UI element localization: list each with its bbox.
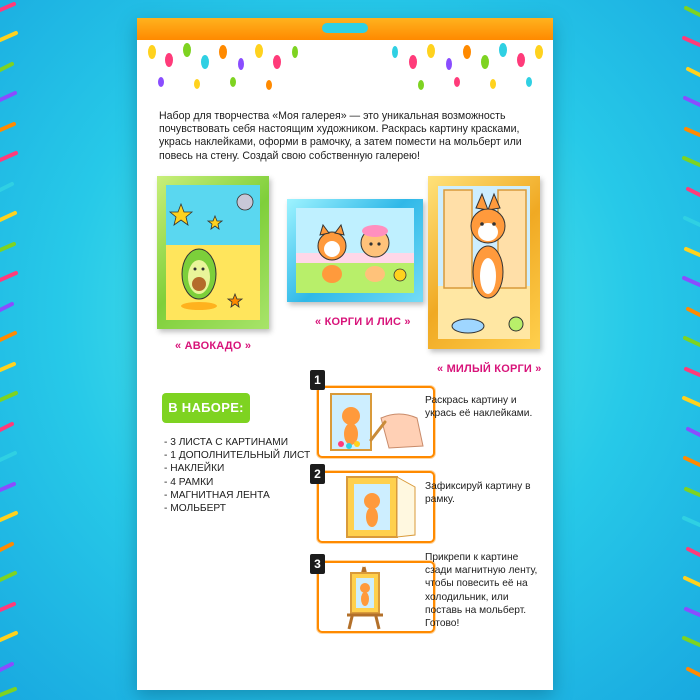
cute-corgi-picture xyxy=(428,176,540,349)
step-1-image xyxy=(317,386,435,458)
kit-item: - МОЛЬБЕРТ xyxy=(164,503,226,515)
kit-item: - 3 ЛИСТА С КАРТИНАМИ xyxy=(164,437,289,448)
kit-item: - МАГНИТНАЯ ЛЕНТА xyxy=(164,489,270,501)
step-2-image xyxy=(317,471,435,543)
framing-illustration xyxy=(319,473,433,541)
step-1-number: 1 xyxy=(310,370,325,390)
painting-hand-illustration xyxy=(319,388,433,456)
corgi-and-fox-picture xyxy=(287,199,423,302)
avocado-picture xyxy=(157,176,269,329)
step-2-text: Зафиксируй картину в рамку. xyxy=(425,481,531,506)
paint-drops-decoration xyxy=(137,40,553,110)
step-1-text: Раскрась картину и укрась её наклейками. xyxy=(425,395,533,420)
step-3-number: 3 xyxy=(310,554,325,574)
step-3-image xyxy=(317,561,435,633)
easel-illustration xyxy=(319,563,433,631)
caption-cute-corgi: « МИЛЫЙ КОРГИ » xyxy=(437,363,542,375)
caption-corgi-and-fox: « КОРГИ И ЛИС » xyxy=(315,316,411,328)
intro-text: Набор для творчества «Моя галерея» — это уникальная возможность почувствовать себя настоящим художником. Раскрась картину красками, укрась наклейками, оформи в рамочку, а затем помести на мольберт или повесь на стену. Создай свою собственную галерею! xyxy=(159,110,522,162)
kit-title: В НАБОРЕ: xyxy=(162,393,250,423)
step-2-number: 2 xyxy=(310,464,325,484)
kit-list xyxy=(164,436,314,515)
avocado-illustration xyxy=(157,176,269,329)
crayon-edge-right xyxy=(678,0,700,700)
hanger-strip xyxy=(137,18,553,40)
kit-item: - 1 ДОПОЛНИТЕЛЬНЫЙ ЛИСТ xyxy=(164,450,311,462)
hanger-hole xyxy=(322,23,368,33)
step-3-text: Прикрепи к картине сзади магнитную ленту, чтобы повесить её на холодильник, или поставь на мольберт. Готово! xyxy=(425,552,538,630)
corgi-and-fox-illustration xyxy=(287,199,423,302)
kit-item: - 4 РАМКИ xyxy=(164,476,214,488)
crayon-edge-left xyxy=(0,0,22,700)
caption-avocado: « АВОКАДО » xyxy=(175,340,252,352)
kit-item: - НАКЛЕЙКИ xyxy=(164,463,225,475)
product-card xyxy=(137,18,553,690)
cute-corgi-illustration xyxy=(428,176,540,349)
